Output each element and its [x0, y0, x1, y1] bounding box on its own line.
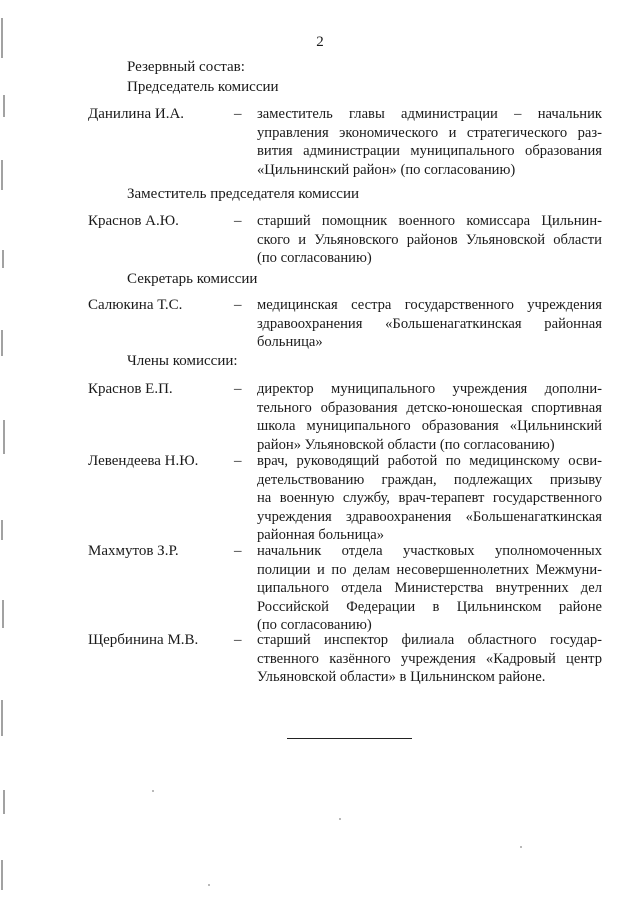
description-line: Ульяновской области» в Цильнинском районе.	[257, 669, 546, 686]
description-line: школа муниципального образования «Цильнинский	[257, 418, 602, 435]
description-line: (по согласованию)	[257, 617, 372, 634]
description-line: директор муниципального учреждения дополни-	[257, 381, 602, 397]
member-description	[257, 105, 602, 179]
member-dash: –	[234, 106, 242, 122]
description-line: (по согласованию)	[257, 250, 372, 267]
description-line: больница»	[257, 334, 323, 351]
member-description	[257, 631, 602, 687]
description-line: «Цильнинский район» (по согласованию)	[257, 161, 516, 178]
description-line: район» Ульяновской области (по согласованию)	[257, 436, 555, 453]
description-line: на военную службу, врач-терапевт государственного	[257, 490, 602, 507]
member-description	[257, 380, 602, 454]
member-name: Краснов Е.П.	[88, 381, 173, 397]
description-line: ственного казённого учреждения «Кадровый центр	[257, 650, 602, 667]
heading-secretary: Секретарь комиссии	[127, 271, 258, 287]
description-line: врач, руководящий работой по медицинскому осви-	[257, 453, 602, 469]
scan-speck	[208, 884, 210, 886]
scan-edge-artifact	[0, 0, 10, 905]
member-name: Махмутов З.Р.	[88, 543, 179, 559]
member-name: Данилина И.А.	[88, 106, 185, 122]
description-line: Российской Федерации в Цильнинском районе	[257, 598, 602, 615]
member-name: Краснов А.Ю.	[88, 213, 179, 229]
member-dash: –	[234, 543, 242, 559]
member-dash: –	[234, 213, 242, 229]
heading-members: Члены комиссии:	[127, 353, 238, 369]
description-line: учреждения здравоохранения «Большенагаткинская	[257, 508, 602, 525]
description-line: тельного образования детско-юношеская спортивная	[257, 399, 602, 416]
description-line: здравоохранения «Большенагаткинская районная	[257, 315, 602, 332]
member-name: Щербинина М.В.	[88, 632, 199, 648]
heading-chairman: Председатель комиссии	[127, 79, 279, 95]
description-line: ципального отдела Министерства внутренних дел	[257, 580, 602, 597]
closing-rule	[287, 738, 412, 739]
description-line: вития администрации муниципального образования	[257, 143, 602, 160]
description-line: ского и Ульяновского районов Ульяновской области	[257, 231, 602, 248]
description-line: районная больница»	[257, 527, 385, 544]
page-number: 2	[316, 34, 324, 50]
scan-speck	[520, 846, 522, 848]
member-dash: –	[234, 297, 242, 313]
description-line: заместитель главы администрации – начальник	[257, 106, 602, 122]
description-line: медицинская сестра государственного учреждения	[257, 297, 602, 313]
description-line: начальник отдела участковых уполномоченных	[257, 543, 602, 559]
scan-speck	[152, 790, 154, 792]
description-line: управления экономического и стратегического раз-	[257, 124, 602, 141]
member-name: Салюкина Т.С.	[88, 297, 183, 313]
heading-reserve: Резервный состав:	[127, 59, 245, 75]
member-description	[257, 542, 602, 635]
scan-speck	[339, 818, 341, 820]
description-line: старший помощник военного комиссара Цильнин-	[257, 213, 602, 229]
member-dash: –	[234, 453, 242, 469]
member-dash: –	[234, 632, 242, 648]
description-line: старший инспектор филиала областного государ-	[257, 632, 602, 648]
description-line: полиции и по делам несовершеннолетних Межмуни-	[257, 561, 602, 578]
member-description	[257, 212, 602, 268]
member-description	[257, 296, 602, 352]
member-dash: –	[234, 381, 242, 397]
description-line: детельствованию граждан, подлежащих призыву	[257, 471, 602, 488]
member-description	[257, 452, 602, 545]
member-name: Левендеева Н.Ю.	[88, 453, 199, 469]
heading-deputy: Заместитель председателя комиссии	[127, 186, 360, 202]
